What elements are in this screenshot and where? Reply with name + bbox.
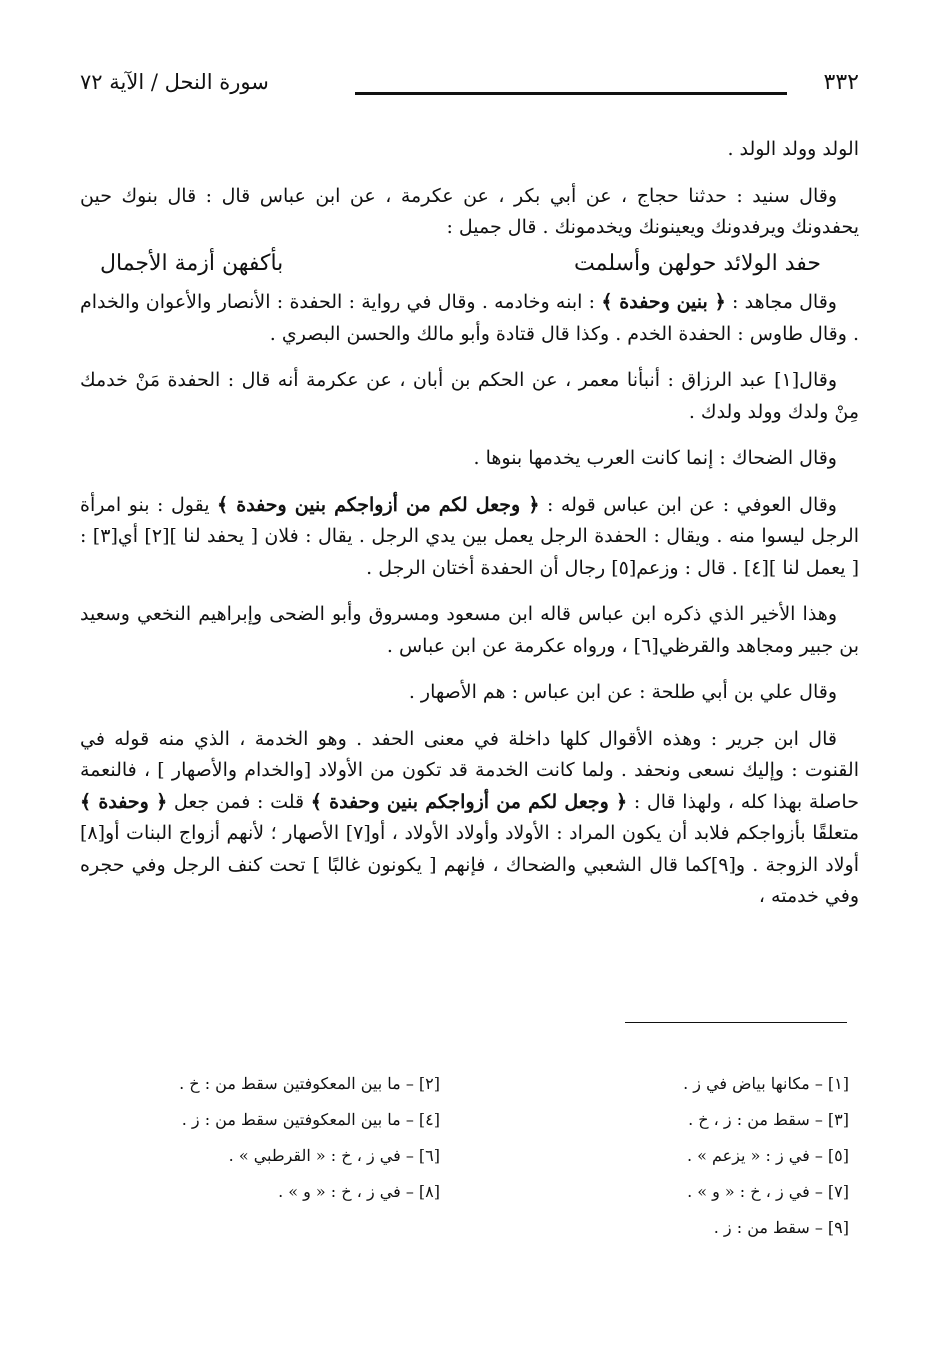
paragraph [80, 490, 859, 585]
paragraph: وقال الضحاك : إنما كانت العرب يخدمها بنوها . [473, 447, 837, 469]
footnote: [٣] – سقط من : ز ، خ . [688, 1110, 849, 1129]
paragraph: وقال سنيد : حدثنا حجاج ، عن أبي بكر ، عن عكرمة ، عن ابن عباس قال : قال بنوك حين يحفدونك ويرفدونك ويعينونك ويخدمونك . قال جميل : [80, 184, 859, 238]
paragraph: الولد وولد الولد . [727, 138, 859, 160]
text-run: قلت : فمن جعل [167, 790, 311, 813]
paragraph [80, 724, 859, 913]
quran-quote: ﴿ وحفدة ﴾ [80, 790, 168, 813]
verse-first-hemistich: حفد الولائد حولهن وأسلمت [574, 250, 821, 276]
header-rule [355, 92, 787, 95]
footnotes-left-column [100, 1066, 440, 1210]
footnote: [٥] – في ز : « يزعم » . [686, 1146, 849, 1165]
footnote: [٢] – ما بين المعكوفتين سقط من : خ . [179, 1074, 440, 1093]
quran-quote: ﴿ وجعل لكم من أزواجكم بنين وحفدة ﴾ [217, 493, 540, 516]
text-run: : ابنه وخادمه . وقال في رواية : الحفدة : الأنصار والأعوان والخدام . وقال طاوس : الحفدة الخدم . وكذا قال قتادة وأبو مالك والحسن البصري . [80, 291, 859, 345]
poetry-verse [80, 248, 859, 280]
footnote: [٩] – سقط من : ز . [713, 1218, 849, 1237]
page-header [80, 70, 859, 106]
footnote: [٤] – ما بين المعكوفتين سقط من : ز . [181, 1110, 440, 1129]
page-number: ٣٣٢ [823, 70, 859, 95]
text-run: قال ابن جرير : وهذه الأقوال كلها داخلة في معنى الحفد . وهو الخدمة ، الذي منه قوله في القنوت : وإليك نسعى ونحفد . ولما كانت الخدمة قد تكون من الأولاد [والخدام والأصهار ] ، فالنعمة حاصلة بهذا كله ، ولهذا قال : [80, 727, 859, 813]
quran-quote: ﴿ بنين وحفدة ﴾ [601, 291, 726, 313]
footnote: [٨] – في ز ، خ : « و » . [278, 1182, 440, 1201]
main-text [80, 134, 859, 928]
footnotes-right-column [489, 1066, 849, 1246]
footnote: [٧] – في ز ، خ : « و » . [687, 1182, 849, 1201]
verse-second-hemistich: بأكفهن أزمة الأجمال [100, 250, 284, 276]
paragraph [80, 287, 859, 350]
running-title: سورة النحل / الآية ٧٢ [80, 70, 269, 94]
footnote-separator [625, 1022, 847, 1023]
paragraph: وقال علي بن أبي طلحة : عن ابن عباس : هم الأصهار . [408, 681, 837, 703]
footnote: [٦] – في ز ، خ : « القرطبي » . [228, 1146, 440, 1165]
text-run: وقال العوفي : عن ابن عباس قوله : [539, 493, 837, 516]
text-run: يقول : بنو امرأة الرجل ليسوا منه . ويقال : الحفدة الرجل يعمل بين يدي الرجل . يقال : فلان [ يحفد لنا ][٢] أي[٣] : [ يعمل لنا ][٤] . قال : وزعم[٥] رجال أن الحفدة أختان الرجل . [80, 493, 859, 579]
quran-quote: ﴿ وجعل لكم من أزواجكم بنين وحفدة ﴾ [310, 790, 628, 813]
text-run: وقال مجاهد : [725, 291, 837, 313]
paragraph: وهذا الأخير الذي ذكره ابن عباس قاله ابن مسعود ومسروق وأبو الضحى وإبراهيم النخعي وسعيد بن جبير ومجاهد والقرظي[٦] ، ورواه عكرمة عن ابن عباس . [80, 603, 859, 657]
paragraph: وقال[١] عبد الرزاق : أنبأنا معمر ، عن الحكم بن أبان ، عن عكرمة أنه قال : الحفدة مَنْ خدمك مِنْ ولدك وولد ولدك . [80, 369, 859, 423]
footnote: [١] – مكانها بياض في ز . [683, 1074, 849, 1093]
text-run: متعلقًا بأزواجكم فلابد أن يكون المراد : الأولاد وأولاد الأولاد ، أو[٧] الأصهار ؛ لأنهم أزواج البنات أو[٨] أولاد الزوجة . و[٩]كما قال الشعبي والضحاك ، فإنهم [ يكونون غالبًا ] تحت كنف الرجل وفي حجره وفي خدمته ، [80, 822, 860, 907]
